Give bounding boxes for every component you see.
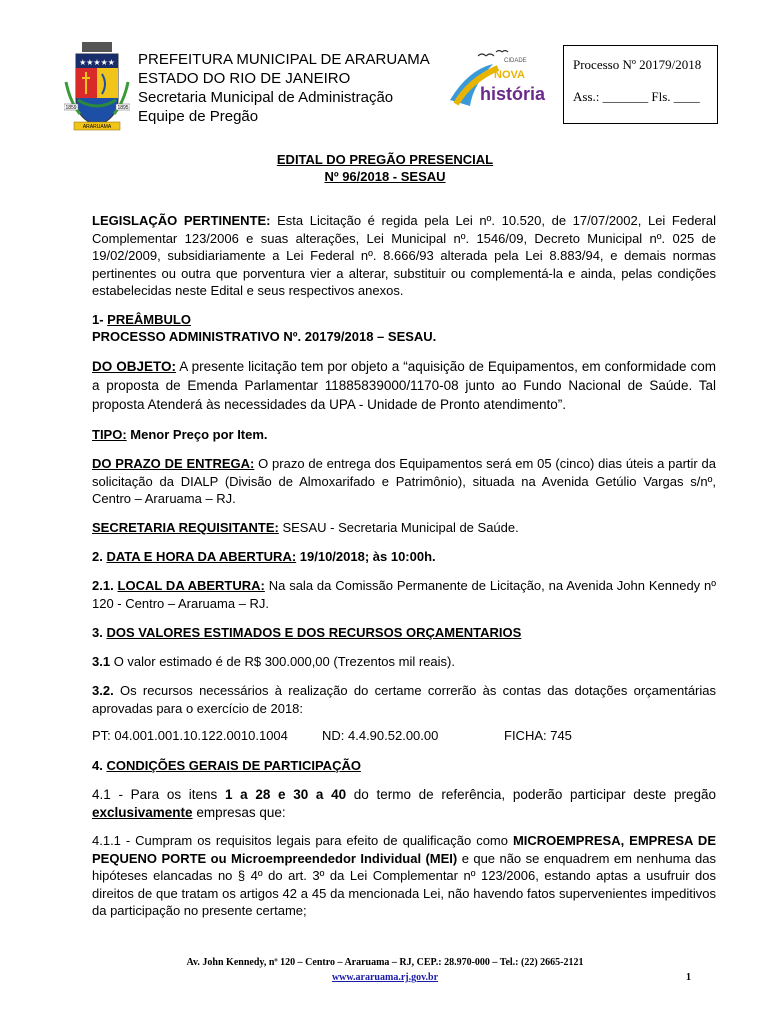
prazo-paragraph [92, 455, 716, 508]
preambulo-title: PREÂMBULO [107, 312, 191, 327]
item-411-text-e: e que não se enquadrem em nenhuma das hipóteses elancadas no § 4º do art. 3º da Lei Complementar nº 123/2006, estando aptas a usufruir dos direitos de que tratam os artigos 42 a 45 da mencionada Lei, não havendo fatos supervenientes impeditivos da participação no presente certame; [92, 850, 717, 918]
abertura-label: DATA E HORA DA ABERTURA: [106, 549, 297, 564]
dotacao-pt: PT: 04.001.001.10.122.0010.1004 [92, 728, 288, 743]
participacao-title: CONDIÇÕES GERAIS DE PARTICIPAÇÃO [106, 758, 361, 773]
header-block [138, 50, 430, 126]
logo-nova-text: NOVA [494, 69, 525, 81]
item-41-exclusivamente: exclusivamente [92, 805, 193, 820]
process-number: Processo Nº 20179/2018 [573, 57, 702, 72]
item-411-text-a: 4.1.1 - Cumpram os requisitos legais para efeito de qualificação como [92, 833, 513, 848]
website-link[interactable]: www.araruama.rj.gov.br [331, 972, 439, 983]
item-41-itens: 1 a 28 e 30 a 40 [224, 787, 347, 802]
valores-title: DOS VALORES ESTIMADOS E DOS RECURSOS ORÇAMENTARIOS [106, 625, 522, 640]
participacao-number: 4. [92, 758, 107, 773]
secretaria-label: SECRETARIA REQUISITANTE: [92, 520, 279, 535]
abertura-text: 19/10/2018; às 10:00h. [296, 549, 436, 564]
signature-fields: Ass.: _______ Fls. ____ [573, 89, 700, 104]
local-label: LOCAL DA ABERTURA: [117, 578, 265, 593]
dotacao-nd: ND: 4.4.90.52.00.00 [322, 728, 439, 743]
valores-heading [92, 624, 716, 642]
nova-historia-logo-icon [448, 50, 548, 110]
item-411-me-epp: MICROEMPRESA, EMPRESA DE PEQUENO PORTE [92, 833, 716, 866]
abertura-number: 2. [92, 549, 107, 564]
local-text: Na sala da Comissão Permanente de Licitação, na Avenida John Kennedy nº 120 - Centro – Araruama – RJ. [92, 578, 717, 611]
participacao-heading [92, 757, 716, 775]
recursos-paragraph [92, 682, 716, 717]
process-box [563, 45, 718, 124]
header-estado: ESTADO DO RIO DE JANEIRO [138, 70, 351, 87]
valor-estimado-paragraph [92, 653, 716, 671]
local-number: 2.1. [92, 578, 118, 593]
tipo-paragraph [92, 426, 716, 444]
footer-address: Av. John Kennedy, nº 120 – Centro – Araruama – RJ, CEP.: 28.970-000 – Tel.: (22) 2665-2121 [186, 957, 584, 968]
item-41-text-e: empresas que: [192, 805, 286, 820]
recursos-text: Os recursos necessários à realização do certame correrão às contas das dotações orçamentárias aprovadas para o exercício de 2018: [92, 683, 716, 716]
svg-text:★★★★★: ★★★★★ [79, 58, 115, 67]
logo-cidade-text: CIDADE [504, 58, 527, 64]
valor-estimado-number: 3.1 [92, 654, 111, 669]
preambulo-number: 1- [92, 312, 108, 327]
item-411-ou: ou [206, 850, 231, 866]
municipal-crest-icon [64, 42, 130, 134]
prazo-label: DO PRAZO DE ENTREGA: [92, 456, 255, 471]
edital-title: EDITAL DO PREGÃO PRESENCIAL [276, 152, 494, 167]
tipo-text: Menor Preço por Item. [126, 427, 268, 442]
edital-number: Nº 96/2018 - SESAU [324, 169, 446, 184]
crest-banner-text: ARARUAMA [82, 124, 112, 130]
logo-historia-text: história [480, 84, 546, 104]
header-secretaria: Secretaria Municipal de Administração [138, 89, 394, 106]
item-41-paragraph [92, 786, 716, 822]
tipo-label: TIPO: [92, 427, 127, 442]
page-number: 1 [686, 972, 691, 983]
footer-link-row [0, 972, 770, 983]
prazo-text: O prazo de entrega dos Equipamentos será em 05 (cinco) dias úteis a partir da solicitação da DIALP (Divisão de Almoxarifado e Patrimônio), situada na Avenida Getúlio Vargas s/nº, Centro – Araruama – RJ. [92, 456, 716, 506]
header-equipe: Equipe de Pregão [138, 108, 259, 125]
dotacao-ficha: FICHA: 745 [504, 728, 572, 743]
item-411-paragraph [92, 832, 716, 920]
legislacao-paragraph [92, 212, 716, 300]
preambulo-heading [92, 311, 716, 329]
recursos-number: 3.2. [92, 683, 114, 698]
valores-number: 3. [92, 625, 107, 640]
legislacao-label: LEGISLAÇÃO PERTINENTE: [92, 213, 271, 228]
objeto-label: DO OBJETO: [92, 359, 177, 374]
item-41-text-c: do termo de referência, poderão participar deste pregão [346, 787, 716, 802]
header-prefeitura: PREFEITURA MUNICIPAL DE ARARUAMA [138, 51, 430, 68]
valor-estimado-text: O valor estimado é de R$ 300.000,00 (Trezentos mil reais). [110, 654, 455, 669]
item-41-text-a: 4.1 - Para os itens [92, 787, 225, 802]
item-411-mei: Microempreendedor Individual (MEI) [230, 850, 458, 866]
legislacao-text: Esta Licitação é regida pela Lei nº. 10.520, de 17/07/2002, Lei Federal Complementar 123/2006 e suas alterações, Lei Municipal nº. 1546/09, Decreto Municipal nº. 025 de 19/02/2009, subsidiariamente a Lei Federal nº. 8.666/93 alterada pela Lei 8.883/94, e demais normas pertinentes ou outra que porventura vier a alterar, substituir ou complementá-la e ainda, pelas condições estabelecidas neste Edital e seus respectivos anexos. [92, 213, 716, 298]
abertura-paragraph [92, 548, 716, 566]
secretaria-text: SESAU - Secretaria Municipal de Saúde. [278, 520, 519, 535]
objeto-text: A presente licitação tem por objeto a “aquisição de Equipamentos, em conformidade com a proposta de Emenda Parlamentar 11885839000/1170-08 junto ao Fundo Nacional de Saúde. Tal proposta Atenderá às necessidades da UPA - Unidade de Pronto atendimento”. [92, 359, 716, 412]
objeto-paragraph [92, 357, 716, 414]
secretaria-paragraph [92, 519, 716, 537]
crest-year-left: 1859 [65, 105, 77, 111]
processo-administrativo: PROCESSO ADMINISTRATIVO Nº. 20179/2018 – SESAU. [92, 329, 437, 344]
crest-year-right: 1895 [117, 105, 129, 111]
local-paragraph [92, 577, 716, 612]
